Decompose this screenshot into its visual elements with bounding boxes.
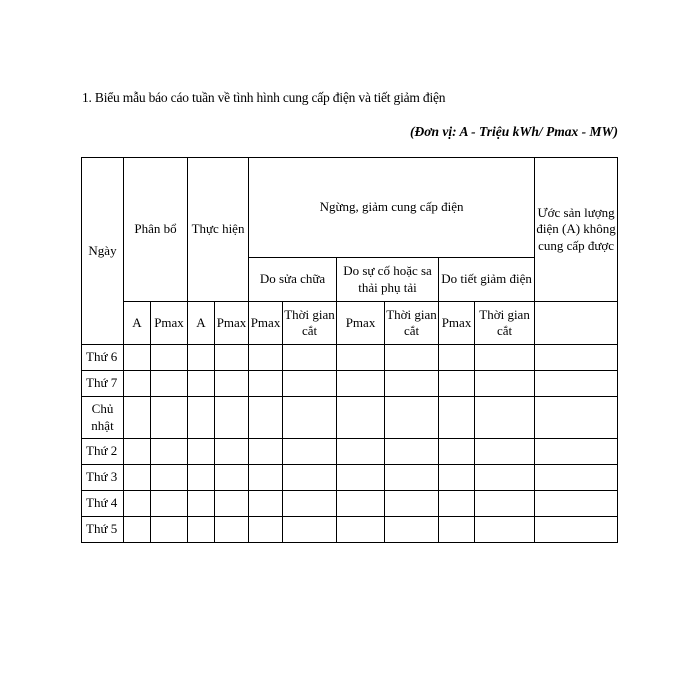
- table-cell: [188, 439, 215, 465]
- table-cell: [283, 517, 337, 543]
- table-row: [82, 371, 618, 397]
- table-row: [82, 397, 618, 439]
- header-ngay: Ngày: [82, 158, 124, 345]
- table-cell: [337, 371, 385, 397]
- table-cell: [475, 345, 535, 371]
- table-cell: [249, 491, 283, 517]
- header-su-co-thoi-gian: Thời gian cắt: [385, 302, 439, 345]
- table-cell: [535, 439, 618, 465]
- day-label: Thứ 5: [82, 517, 124, 543]
- table-cell: [385, 345, 439, 371]
- table-cell: [188, 491, 215, 517]
- table-cell: [385, 491, 439, 517]
- table-cell: [535, 345, 618, 371]
- table-cell: [475, 439, 535, 465]
- table-cell: [535, 397, 618, 439]
- table-cell: [124, 397, 151, 439]
- unit-note: (Đơn vị: A - Triệu kWh/ Pmax - MW): [410, 124, 618, 139]
- header-row-1: [82, 158, 618, 258]
- table-cell: [151, 465, 188, 491]
- table-cell: [249, 397, 283, 439]
- table-cell: [249, 439, 283, 465]
- table-cell: [535, 491, 618, 517]
- table-cell: [439, 517, 475, 543]
- table-cell: [124, 345, 151, 371]
- table-cell: [151, 491, 188, 517]
- table-cell: [385, 439, 439, 465]
- header-ngung-giam: Ngừng, giảm cung cấp điện: [249, 158, 535, 258]
- table-row: [82, 465, 618, 491]
- table-cell: [124, 439, 151, 465]
- table-cell: [188, 517, 215, 543]
- table-cell: [385, 465, 439, 491]
- table-cell: [337, 465, 385, 491]
- table-cell: [385, 517, 439, 543]
- table-row: [82, 439, 618, 465]
- table-cell: [337, 517, 385, 543]
- table-cell: [439, 371, 475, 397]
- header-do-sua-chua: Do sửa chữa: [249, 258, 337, 302]
- table-cell: [151, 439, 188, 465]
- header-sua-chua-thoi-gian: Thời gian cắt: [283, 302, 337, 345]
- day-label: Thứ 3: [82, 465, 124, 491]
- table-cell: [283, 371, 337, 397]
- page-title: 1. Biểu mẫu báo cáo tuần về tình hình cung cấp điện và tiết giảm điện: [82, 90, 446, 105]
- header-tiet-giam-pmax: Pmax: [439, 302, 475, 345]
- table-cell: [151, 397, 188, 439]
- table-cell: [283, 345, 337, 371]
- table-cell: [385, 371, 439, 397]
- table-cell: [337, 397, 385, 439]
- header-tiet-giam-thoi-gian: Thời gian cắt: [475, 302, 535, 345]
- header-phan-bo: Phân bổ: [124, 158, 188, 302]
- table-cell: [439, 345, 475, 371]
- table-cell: [249, 371, 283, 397]
- table-cell: [215, 465, 249, 491]
- table-cell: [124, 491, 151, 517]
- header-phan-bo-a: A: [124, 302, 151, 345]
- header-thuc-hien: Thực hiện: [188, 158, 249, 302]
- table-cell: [151, 371, 188, 397]
- table-cell: [283, 491, 337, 517]
- table-cell: [249, 345, 283, 371]
- day-label: Thứ 7: [82, 371, 124, 397]
- table-cell: [337, 491, 385, 517]
- table-cell: [439, 491, 475, 517]
- weekly-report-table: [81, 157, 618, 543]
- table-cell: [188, 397, 215, 439]
- table-cell: [283, 465, 337, 491]
- table-cell: [215, 397, 249, 439]
- table-cell: [283, 439, 337, 465]
- table-cell: [439, 397, 475, 439]
- table-cell: [535, 371, 618, 397]
- table-row: [82, 517, 618, 543]
- table-cell: [249, 465, 283, 491]
- day-label: Thứ 6: [82, 345, 124, 371]
- table-row: [82, 491, 618, 517]
- header-uoc-san-luong: Ước sản lượng điện (A) không cung cấp được: [535, 158, 618, 302]
- table-cell: [151, 517, 188, 543]
- table-cell: [385, 397, 439, 439]
- table-cell: [337, 345, 385, 371]
- table-cell: [215, 345, 249, 371]
- table-cell: [439, 465, 475, 491]
- table-cell: [439, 439, 475, 465]
- day-label: Thứ 4: [82, 491, 124, 517]
- day-label: Chủ nhật: [82, 397, 124, 439]
- header-phan-bo-pmax: Pmax: [151, 302, 188, 345]
- header-uoc-empty: [535, 302, 618, 345]
- table-cell: [215, 517, 249, 543]
- table-cell: [535, 465, 618, 491]
- header-do-su-co: Do sự cố hoặc sa thải phụ tải: [337, 258, 439, 302]
- header-row-3: [82, 302, 618, 345]
- day-label: Thứ 2: [82, 439, 124, 465]
- table-cell: [215, 491, 249, 517]
- table-cell: [188, 465, 215, 491]
- table-cell: [124, 371, 151, 397]
- table-cell: [337, 439, 385, 465]
- table-cell: [249, 517, 283, 543]
- table-cell: [151, 345, 188, 371]
- table-cell: [124, 517, 151, 543]
- header-su-co-pmax: Pmax: [337, 302, 385, 345]
- table-cell: [475, 397, 535, 439]
- table-cell: [124, 465, 151, 491]
- table-cell: [188, 345, 215, 371]
- header-sua-chua-pmax: Pmax: [249, 302, 283, 345]
- table-cell: [215, 439, 249, 465]
- table-row: [82, 345, 618, 371]
- table-cell: [475, 371, 535, 397]
- table-cell: [475, 465, 535, 491]
- table-cell: [283, 397, 337, 439]
- header-thuc-hien-pmax: Pmax: [215, 302, 249, 345]
- table-cell: [535, 517, 618, 543]
- table-cell: [215, 371, 249, 397]
- header-thuc-hien-a: A: [188, 302, 215, 345]
- table-cell: [475, 517, 535, 543]
- header-do-tiet-giam: Do tiết giảm điện: [439, 258, 535, 302]
- table-cell: [475, 491, 535, 517]
- table-cell: [188, 371, 215, 397]
